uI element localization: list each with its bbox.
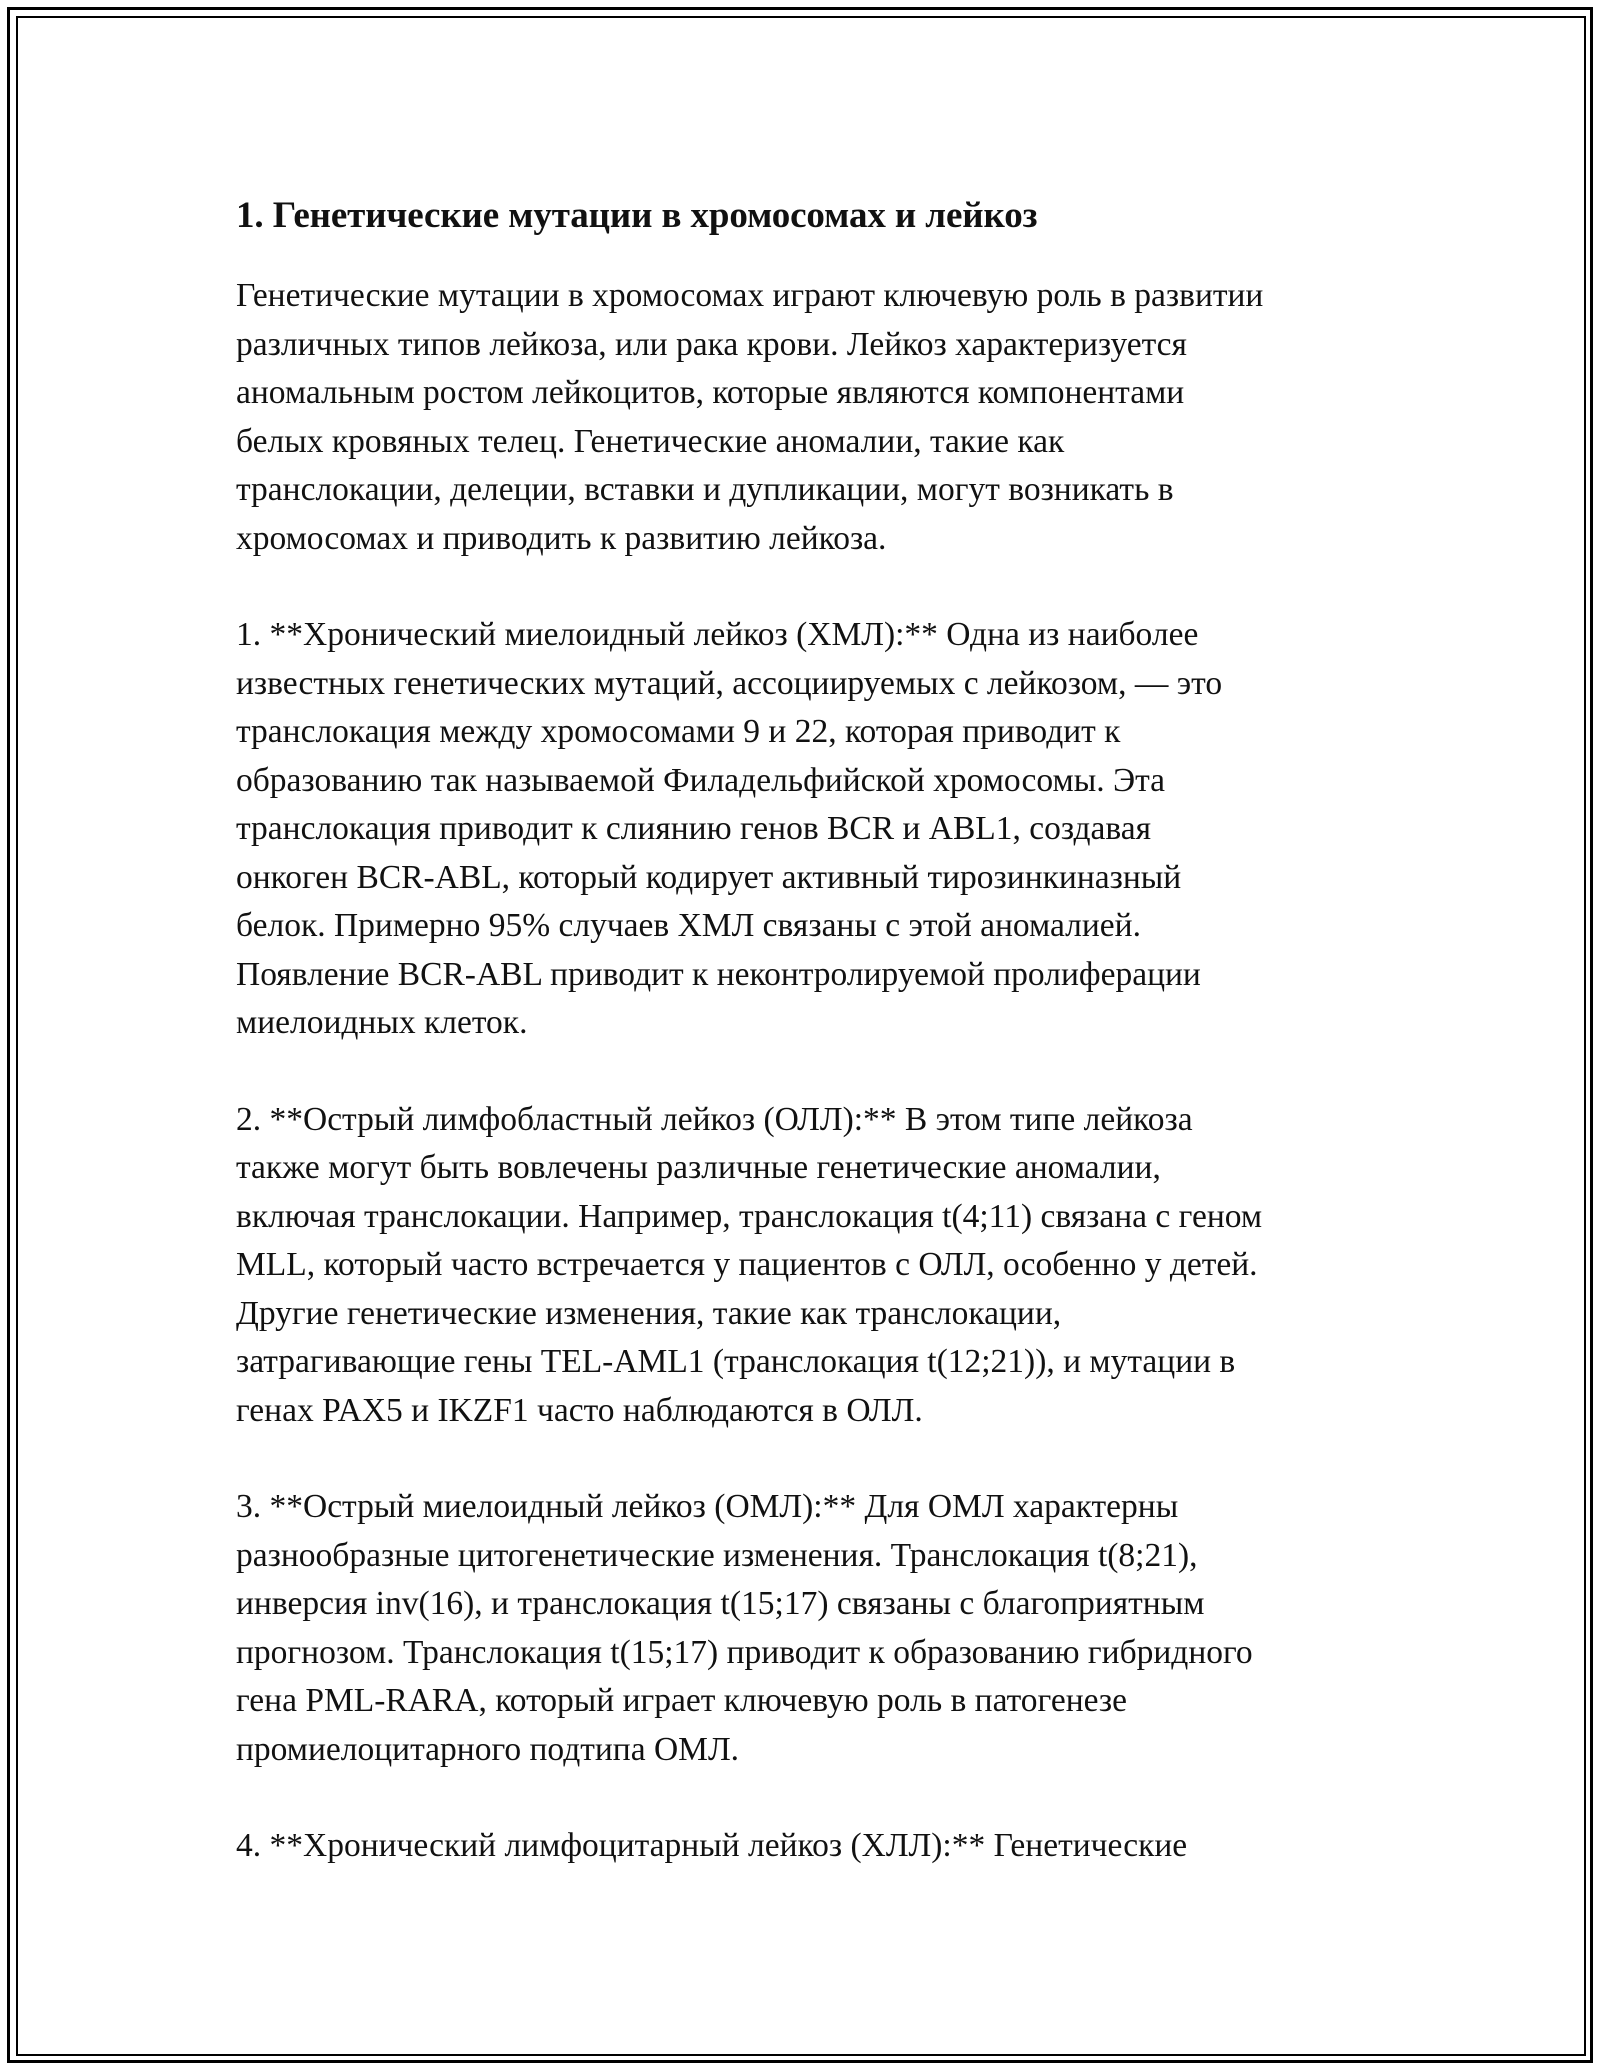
intro-paragraph: Генетические мутации в хромосомах играют ключевую роль в развитии различных типов лейкоза, или рака крови. Лейкоз характеризуется аномальным ростом лейкоцитов, которые являются компонентами белых кровяных телец. Генетические аномалии, такие как транслокации, делеции, вставки и дупликации, могут возникать в хромосомах и приводить к развитию лейкоза. <box>236 277 1264 557</box>
section-heading: 1. Генетические мутации в хромосомах и лейкоз <box>236 195 1038 236</box>
cll-paragraph: 4. **Хронический лимфоцитарный лейкоз (ХЛЛ):** Генетические <box>236 1827 1188 1864</box>
aml-paragraph: 3. **Острый миелоидный лейкоз (ОМЛ):** Для ОМЛ характерны разнообразные цитогенетические изменения. Транслокация t(8;21), инверсия inv(16), и транслокация t(15;17) связаны с благоприятным прогнозом. Транслокация t(15;17) приводит к образованию гибридного гена PML-RARA, который играет ключевую роль в патогенезе промиелоцитарного подтипа ОМЛ. <box>236 1488 1253 1768</box>
document-body <box>236 190 1376 1919</box>
cml-paragraph: 1. **Хронический миелоидный лейкоз (ХМЛ):** Одна из наиболее известных генетических мутаций, ассоциируемых с лейкозом, — это транслокация между хромосомами 9 и 22, которая приводит к образованию так называемой Филадельфийской хромосомы. Эта транслокация приводит к слиянию генов BCR и ABL1, создавая онкоген BCR-ABL, который кодирует активный тирозинкиназный белок. Примерно 95% случаев ХМЛ связаны с этой аномалией. Появление BCR-ABL приводит к неконтролируемой пролиферации миелоидных клеток. <box>236 616 1223 1041</box>
all-paragraph: 2. **Острый лимфобластный лейкоз (ОЛЛ):** В этом типе лейкоза также могут быть вовлечены различные генетические аномалии, включая транслокации. Например, транслокация t(4;11) связана с геном MLL, который часто встречается у пациентов с ОЛЛ, особенно у детей. Другие генетические изменения, такие как транслокации, затрагивающие гены TEL-AML1 (транслокация t(12;21)), и мутации в генах PAX5 и IKZF1 часто наблюдаются в ОЛЛ. <box>236 1100 1263 1429</box>
